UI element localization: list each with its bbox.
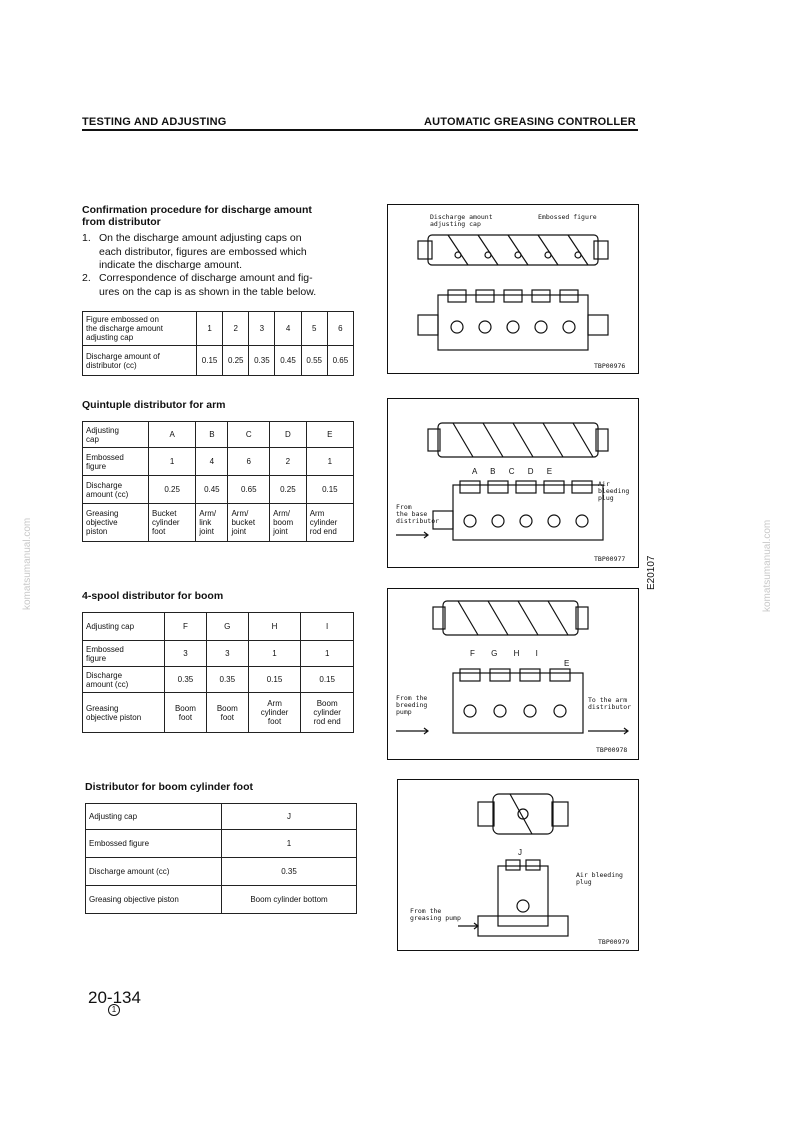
discharge-table xyxy=(82,311,354,376)
header-rule xyxy=(82,129,638,131)
table-cell: 3 xyxy=(249,312,275,346)
figure-letter: J xyxy=(518,848,522,857)
boomfoot-label: Discharge amount (cc) xyxy=(86,858,222,886)
table-cell: 2 xyxy=(270,448,307,476)
table-cell: 1 xyxy=(306,448,353,476)
section-header-right: AUTOMATIC GREASING CONTROLLER xyxy=(424,116,636,128)
table-cell: 0.15 xyxy=(301,667,354,693)
boomfoot-table xyxy=(85,803,357,914)
table-cell: C xyxy=(228,422,270,448)
table-cell: 1 xyxy=(301,641,354,667)
table-cell: E xyxy=(306,422,353,448)
quint-label: Discharge amount (cc) xyxy=(83,476,149,504)
figure-distributor-caps xyxy=(387,204,639,374)
table-cell: H xyxy=(248,613,301,641)
confirm-steps: 1. On the discharge amount adjusting caps on each distributor, figures are embossed which indicate the discharge amount. 2. Correspondence of discharge amount and fig- ures on the cap is as shown in the table below. xyxy=(82,232,317,298)
figure-code: TBP00978 xyxy=(596,746,628,754)
table-cell: G xyxy=(206,613,248,641)
table-cell: 1 xyxy=(149,448,196,476)
spool-title: 4-spool distributor for boom xyxy=(82,590,224,602)
table-cell: Arm/ boom joint xyxy=(270,504,307,542)
table-cell: D xyxy=(270,422,307,448)
table-cell: A xyxy=(149,422,196,448)
page-number: 20-134 xyxy=(88,988,141,1007)
spool-label: Discharge amount (cc) xyxy=(83,667,165,693)
table-cell: 0.15 xyxy=(197,346,223,376)
figure-label: From the base distributor xyxy=(396,503,440,525)
side-code: E20107 xyxy=(646,555,657,590)
table-cell: 0.35 xyxy=(249,346,275,376)
figure-label: Air bleeding plug xyxy=(576,871,623,886)
figure-label: Discharge amount adjusting cap xyxy=(430,213,493,228)
table-cell: 0.25 xyxy=(270,476,307,504)
table-cell: 0.65 xyxy=(327,346,353,376)
table-cell: 0.45 xyxy=(196,476,228,504)
table-cell: 3 xyxy=(206,641,248,667)
table-cell: 6 xyxy=(228,448,270,476)
figure-code: TBP00979 xyxy=(598,938,630,946)
table-cell: Boom foot xyxy=(165,693,207,733)
table-cell: F xyxy=(165,613,207,641)
table-cell: Arm/ link joint xyxy=(196,504,228,542)
table-cell: 4 xyxy=(196,448,228,476)
table-cell: 0.45 xyxy=(275,346,301,376)
figure-label: Embossed figure xyxy=(538,213,597,221)
table-cell: 0.35 xyxy=(222,858,357,886)
figure-label: From the breeding pump xyxy=(396,694,428,716)
table-cell: Boom cylinder rod end xyxy=(301,693,354,733)
figure-quintuple-distributor xyxy=(387,398,639,568)
distributor-drawing xyxy=(398,780,638,950)
table-cell: Arm cylinder rod end xyxy=(306,504,353,542)
table-cell: 4 xyxy=(275,312,301,346)
table-cell: J xyxy=(222,804,357,830)
figure-boom-foot-distributor xyxy=(397,779,639,951)
figure-label: Air bleeding plug xyxy=(598,480,630,502)
table-cell: Arm/ bucket joint xyxy=(228,504,270,542)
quint-table xyxy=(82,421,354,542)
discharge-table-header: Figure embossed on the discharge amount adjusting cap xyxy=(83,312,197,346)
table-cell: 1 xyxy=(248,641,301,667)
figure-label: From the greasing pump xyxy=(410,907,461,922)
table-cell: 3 xyxy=(165,641,207,667)
table-cell: 0.25 xyxy=(149,476,196,504)
table-cell: Arm cylinder foot xyxy=(248,693,301,733)
quint-title: Quintuple distributor for arm xyxy=(82,399,226,411)
table-cell: I xyxy=(301,613,354,641)
boomfoot-label: Greasing objective piston xyxy=(86,886,222,914)
table-cell: 0.15 xyxy=(306,476,353,504)
spool-table xyxy=(82,612,354,733)
table-cell: B xyxy=(196,422,228,448)
distributor-drawing xyxy=(388,589,638,759)
figure-letters: F G H I xyxy=(470,649,538,658)
spool-label: Embossed figure xyxy=(83,641,165,667)
boomfoot-title: Distributor for boom cylinder foot xyxy=(85,781,253,793)
figure-label: To the arm distributor xyxy=(588,696,632,711)
discharge-table-label: Discharge amount of distributor (cc) xyxy=(83,346,197,376)
figure-4-spool-distributor xyxy=(387,588,639,760)
table-cell: Boom foot xyxy=(206,693,248,733)
spool-label: Adjusting cap xyxy=(83,613,165,641)
table-cell: 0.65 xyxy=(228,476,270,504)
section-header-left: TESTING AND ADJUSTING xyxy=(82,116,227,128)
table-cell: 2 xyxy=(223,312,249,346)
table-cell: Boom cylinder bottom xyxy=(222,886,357,914)
table-cell: 0.25 xyxy=(223,346,249,376)
table-cell: 0.15 xyxy=(248,667,301,693)
boomfoot-label: Embossed figure xyxy=(86,830,222,858)
quint-label: Adjusting cap xyxy=(83,422,149,448)
table-cell: Bucket cylinder foot xyxy=(149,504,196,542)
table-cell: 5 xyxy=(301,312,327,346)
quint-label: Greasing objective piston xyxy=(83,504,149,542)
table-cell: 0.55 xyxy=(301,346,327,376)
distributor-drawing xyxy=(388,205,638,373)
table-cell: 0.35 xyxy=(165,667,207,693)
watermark-right: komatsumanual.com xyxy=(762,519,773,612)
table-cell: 1 xyxy=(222,830,357,858)
figure-code: TBP00976 xyxy=(594,362,626,370)
boomfoot-label: Adjusting cap xyxy=(86,804,222,830)
confirm-title: Confirmation procedure for discharge amount from distributor xyxy=(82,204,312,228)
table-cell: 6 xyxy=(327,312,353,346)
figure-code: TBP00977 xyxy=(594,555,626,563)
figure-letter: E xyxy=(564,659,570,668)
spool-label: Greasing objective piston xyxy=(83,693,165,733)
quint-label: Embossed figure xyxy=(83,448,149,476)
figure-letters: A B C D E xyxy=(472,467,553,476)
table-cell: 0.35 xyxy=(206,667,248,693)
table-cell: 1 xyxy=(197,312,223,346)
watermark-left: komatsumanual.com xyxy=(22,517,33,610)
revision-mark: 1 xyxy=(108,1004,120,1016)
